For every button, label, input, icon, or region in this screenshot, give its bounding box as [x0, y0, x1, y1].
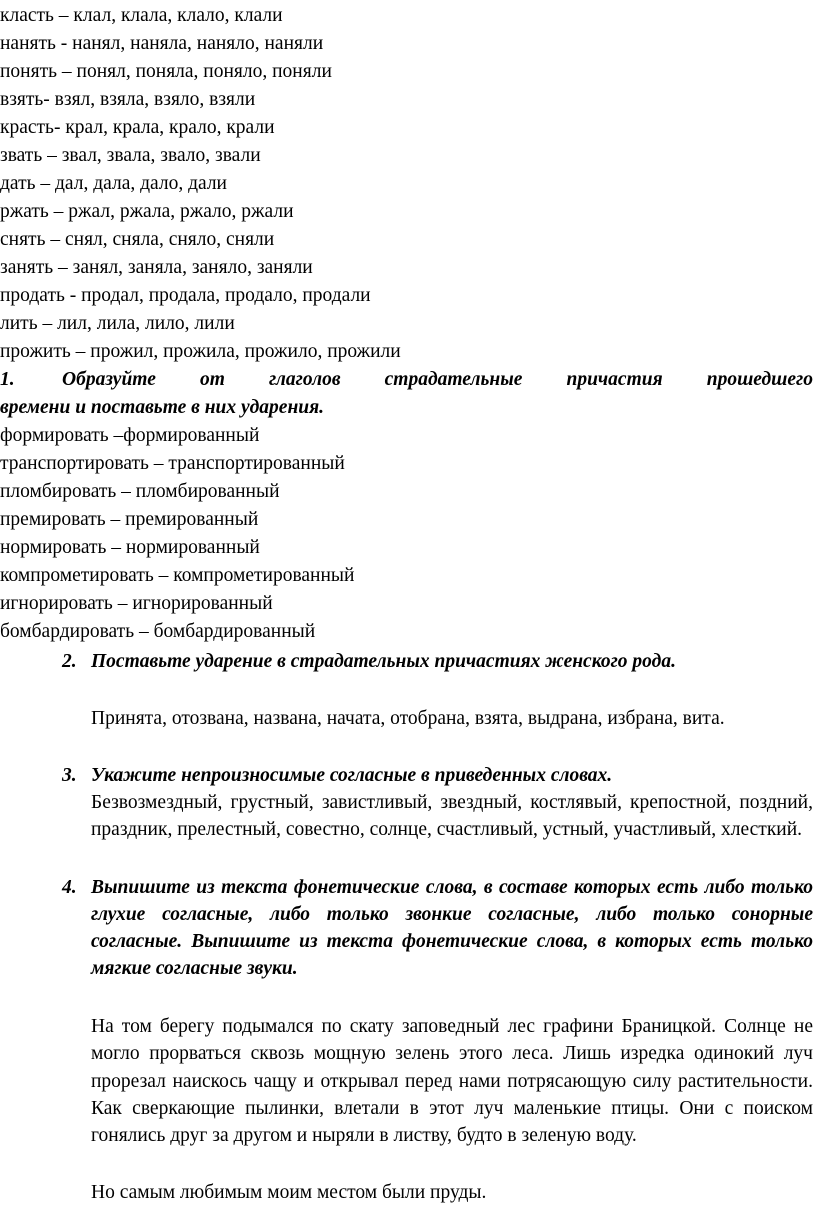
task-text: На том берегу подымался по скату заповедный лес графини Браницкой. Солнце не могло прорваться сквозь мощную зелень этого леса. Лишь изредка одинокий луч прорезал наискось чащу и открывал перед нами потрясающую силу растительности. Как сверкающие пылинки, влетали в этот луч маленькие птицы. Они с поиском гонялись друг за другом и ныряли в листву, будто в зеленую воду. [91, 1016, 813, 1147]
verb-line: понять – понял, поняла, поняло, поняли [0, 61, 332, 82]
participle-line: пломбировать – пломбированный [0, 481, 280, 502]
task-number: 2. [62, 651, 77, 672]
task-text: Принята, отозвана, названа, начата, отобрана, взята, выдрана, избрана, вита. [91, 708, 725, 729]
task-title: Укажите непроизносимые согласные в приведенных словах. [91, 765, 613, 786]
participle-line: нормировать – нормированный [0, 537, 260, 558]
verb-line: звать – звал, звала, звало, звали [0, 145, 261, 166]
participle-line: игнорировать – игнорированный [0, 593, 273, 614]
verb-line: лить – лил, лила, лило, лили [0, 313, 235, 334]
verb-line: красть- крал, крала, крало, крали [0, 117, 275, 138]
participle-line: премировать – премированный [0, 509, 259, 530]
verb-line: ржать – ржал, ржала, ржало, ржали [0, 201, 294, 222]
task-number: 4. [62, 877, 77, 898]
participle-line: транспортировать – транспортированный [0, 453, 345, 474]
verb-line: продать - продал, продала, продало, продали [0, 285, 371, 306]
task-text: Но самым любимым моим местом были пруды. [91, 1182, 487, 1203]
verb-line: дать – дал, дала, дало, дали [0, 173, 227, 194]
verb-line: снять – снял, сняла, сняло, сняли [0, 229, 275, 250]
verb-line: взять- взял, взяла, взяло, взяли [0, 89, 256, 110]
task-title: Поставьте ударение в страдательных причастиях женского рода. [91, 651, 676, 672]
task-title-line: времени и поставьте в них ударения. [0, 397, 325, 418]
task-title: Выпишите из текста фонетические слова, в составе которых есть либо только глухие согласные, либо только звонкие согласные, либо только сонорные согласные. Выпишите из текста фонетические слова, в которых есть только мягкие согласные звуки. [91, 877, 813, 979]
participle-line: бомбардировать – бомбардированный [0, 621, 316, 642]
participle-line: компрометировать – компрометированный [0, 565, 355, 586]
task-title-line: Образуйте от глаголов страдательные причастия прошедшего [62, 369, 813, 390]
verb-line: нанять - нанял, наняла, наняло, наняли [0, 33, 324, 54]
verb-line: прожить – прожил, прожила, прожило, прожили [0, 341, 401, 362]
task-number: 3. [62, 765, 77, 786]
participle-line: формировать –формированный [0, 425, 260, 446]
verb-line: класть – клал, клала, клало, клали [0, 5, 283, 26]
verb-line: занять – занял, заняла, заняло, заняли [0, 257, 313, 278]
task-number: 1. [0, 369, 15, 390]
task-text: Безвозмездный, грустный, завистливый, звездный, костлявый, крепостной, поздний, праздник, прелестный, совестно, солнце, счастливый, устный, участливый, хлесткий. [91, 792, 813, 841]
